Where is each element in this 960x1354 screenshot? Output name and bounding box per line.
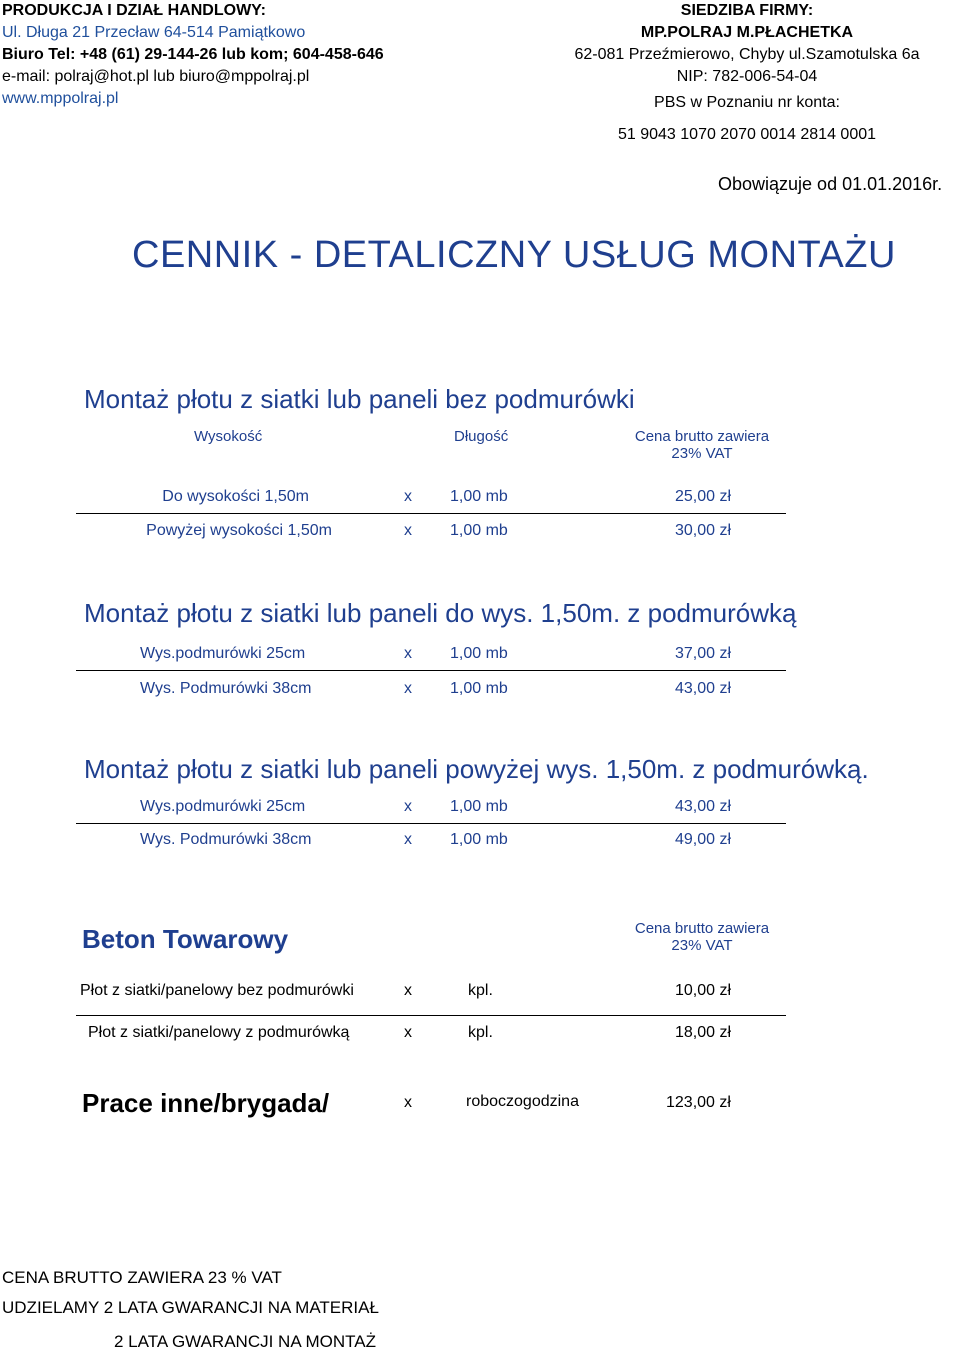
section4-row2-unit: kpl. [468,1024,493,1041]
section4-row1-unit: kpl. [468,982,493,999]
divider [76,823,786,824]
production-title: PRODUKCJA I DZIAŁ HANDLOWY: [2,2,266,19]
hq-company: MP.POLRAJ M.PŁACHETKA [640,24,854,41]
divider [76,670,786,671]
section4-row1-x: x [404,982,412,999]
section2-row2-label: Wys. Podmurówki 38cm [140,680,312,697]
production-email[interactable]: e-mail: polraj@hot.pl lub biuro@mppolraj.pl [2,68,310,85]
divider [76,1015,786,1016]
section2-row2-price: 43,00 zł [674,680,731,697]
section3-row1-x: x [404,798,412,815]
section5-title: Prace inne/brygada/ [82,1088,330,1118]
website-link[interactable]: www.mppolraj.pl [2,90,119,107]
section1-row1-unit: 1,00 mb [450,488,508,505]
section2-row2-unit: 1,00 mb [450,680,508,697]
section4-row2-label: Płot z siatki/panelowy z podmurówką [88,1024,350,1041]
production-address: Ul. Długa 21 Przecław 64-514 Pamiątkowo [2,24,306,41]
page-title: CENNIK - DETALICZNY USŁUG MONTAŻU [132,234,896,276]
section2-row1-label: Wys.podmurówki 25cm [140,645,306,662]
section3-row2-x: x [404,831,412,848]
hq-bank: PBS w Poznaniu nr konta: [654,94,840,111]
section3-row2-label: Wys. Podmurówki 38cm [140,831,312,848]
footer-material-warranty: UDZIELAMY 2 LATA GWARANCJI NA MATERIAŁ [2,1298,379,1317]
section3-row1-label: Wys.podmurówki 25cm [140,798,306,815]
section1-title: Montaż płotu z siatki lub paneli bez podmurówki [84,384,635,414]
valid-from: Obowiązuje od 01.01.2016r. [718,174,943,194]
section3-row1-price: 43,00 zł [674,798,731,815]
section1-row2-price: 30,00 zł [674,522,731,539]
footer-assembly-warranty: 2 LATA GWARANCJI NA MONTAŻ [114,1332,376,1351]
section2-row2-x: x [404,680,412,697]
section2-row1-x: x [404,645,412,662]
section1-row1-label: Do wysokości 1,50m [162,488,309,505]
section1-row2-x: x [404,522,412,539]
section3-row2-price: 49,00 zł [674,831,731,848]
section4-col-price-2: 23% VAT [671,937,733,954]
section4-row1-price: 10,00 zł [674,982,731,999]
section2-row1-price: 37,00 zł [674,645,731,662]
section4-row2-price: 18,00 zł [674,1024,731,1041]
section5-x: x [404,1094,412,1111]
section2-row1-unit: 1,00 mb [450,645,508,662]
section1-col-price-2: 23% VAT [671,445,733,462]
footer-vat-note: CENA BRUTTO ZAWIERA 23 % VAT [2,1268,282,1287]
section2-title: Montaż płotu z siatki lub paneli do wys. 1,50m. z podmurówką [84,598,797,628]
section1-row2-unit: 1,00 mb [450,522,508,539]
section4-row2-x: x [404,1024,412,1041]
hq-nip: NIP: 782-006-54-04 [676,68,818,85]
section3-title: Montaż płotu z siatki lub paneli powyżej wys. 1,50m. z podmurówką. [84,754,869,784]
section5-unit: roboczogodzina [466,1093,579,1110]
section3-row2-unit: 1,00 mb [450,831,508,848]
section4-col-price-1: Cena brutto zawiera [634,920,770,937]
section1-row2-label: Powyżej wysokości 1,50m [146,522,332,539]
hq-address: 62-081 Przeźmierowo, Chyby ul.Szamotulska 6a [574,46,920,63]
section4-title: Beton Towarowy [82,924,289,954]
section1-col-price-1: Cena brutto zawiera [634,428,770,445]
section5-price: 123,00 zł [666,1094,731,1111]
divider [76,513,786,514]
section3-row1-unit: 1,00 mb [450,798,508,815]
section1-col-height: Wysokość [194,428,263,445]
section4-row1-label: Płot z siatki/panelowy bez podmurówki [80,982,354,999]
hq-title: SIEDZIBA FIRMY: [680,2,814,19]
hq-account: 51 9043 1070 2070 0014 2814 0001 [617,126,877,143]
production-phone: Biuro Tel: +48 (61) 29-144-26 lub kom; 604-458-646 [2,46,384,63]
section1-row1-price: 25,00 zł [674,488,731,505]
section1-row1-x: x [404,488,412,505]
section1-col-length: Długość [454,428,509,445]
